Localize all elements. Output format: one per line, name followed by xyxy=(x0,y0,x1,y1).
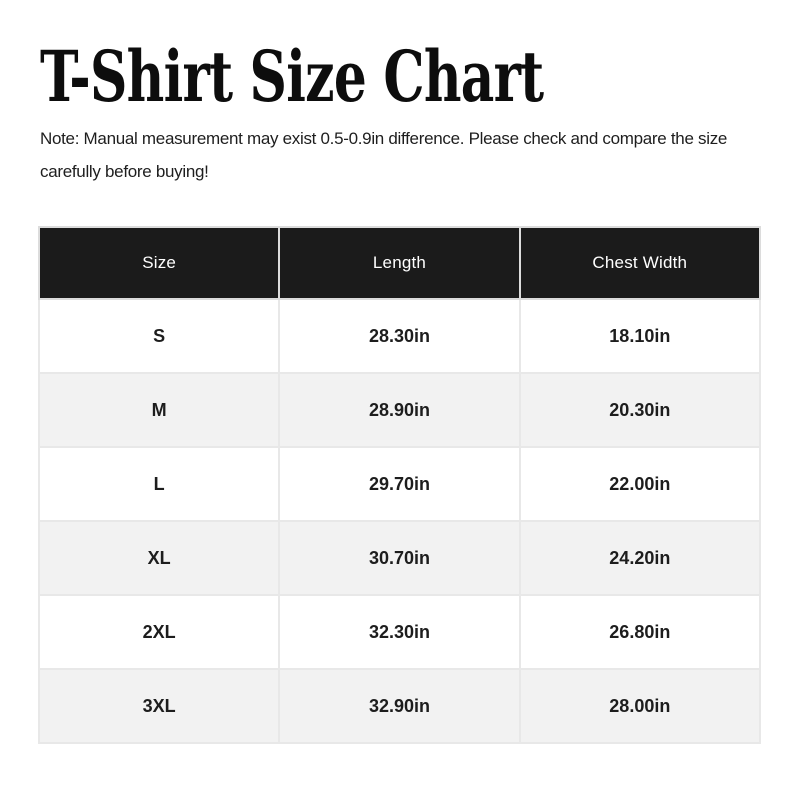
cell-chest-width: 26.80in xyxy=(520,595,760,669)
table-row-xl xyxy=(39,521,760,595)
size-chart-table xyxy=(38,226,761,744)
table-row-m xyxy=(39,373,760,447)
note-line-2: carefully before buying! xyxy=(40,162,209,181)
cell-length: 32.90in xyxy=(279,669,519,743)
cell-chest-width: 22.00in xyxy=(520,447,760,521)
cell-length: 29.70in xyxy=(279,447,519,521)
cell-size: XL xyxy=(39,521,279,595)
page-title xyxy=(40,35,720,118)
cell-chest-width: 28.00in xyxy=(520,669,760,743)
cell-length: 32.30in xyxy=(279,595,519,669)
cell-size: M xyxy=(39,373,279,447)
table-row-s xyxy=(39,299,760,373)
header-cell-size: Size xyxy=(39,227,279,299)
cell-size: L xyxy=(39,447,279,521)
cell-length: 28.30in xyxy=(279,299,519,373)
table-header xyxy=(39,227,760,299)
cell-size: 2XL xyxy=(39,595,279,669)
cell-length: 30.70in xyxy=(279,521,519,595)
cell-size: 3XL xyxy=(39,669,279,743)
note-text xyxy=(40,122,727,188)
header-cell-length: Length xyxy=(279,227,519,299)
page-title-text: T-Shirt Size Chart xyxy=(40,35,544,118)
cell-chest-width: 20.30in xyxy=(520,373,760,447)
table-row-3xl xyxy=(39,669,760,743)
cell-size: S xyxy=(39,299,279,373)
table-row-l xyxy=(39,447,760,521)
cell-chest-width: 18.10in xyxy=(520,299,760,373)
header-cell-chest-width: Chest Width xyxy=(520,227,760,299)
header-row xyxy=(39,227,760,299)
table-body xyxy=(39,299,760,743)
note-line-1: Note: Manual measurement may exist 0.5-0.9in difference. Please check and compare the size xyxy=(40,129,728,148)
cell-chest-width: 24.20in xyxy=(520,521,760,595)
table-row-2xl xyxy=(39,595,760,669)
cell-length: 28.90in xyxy=(279,373,519,447)
